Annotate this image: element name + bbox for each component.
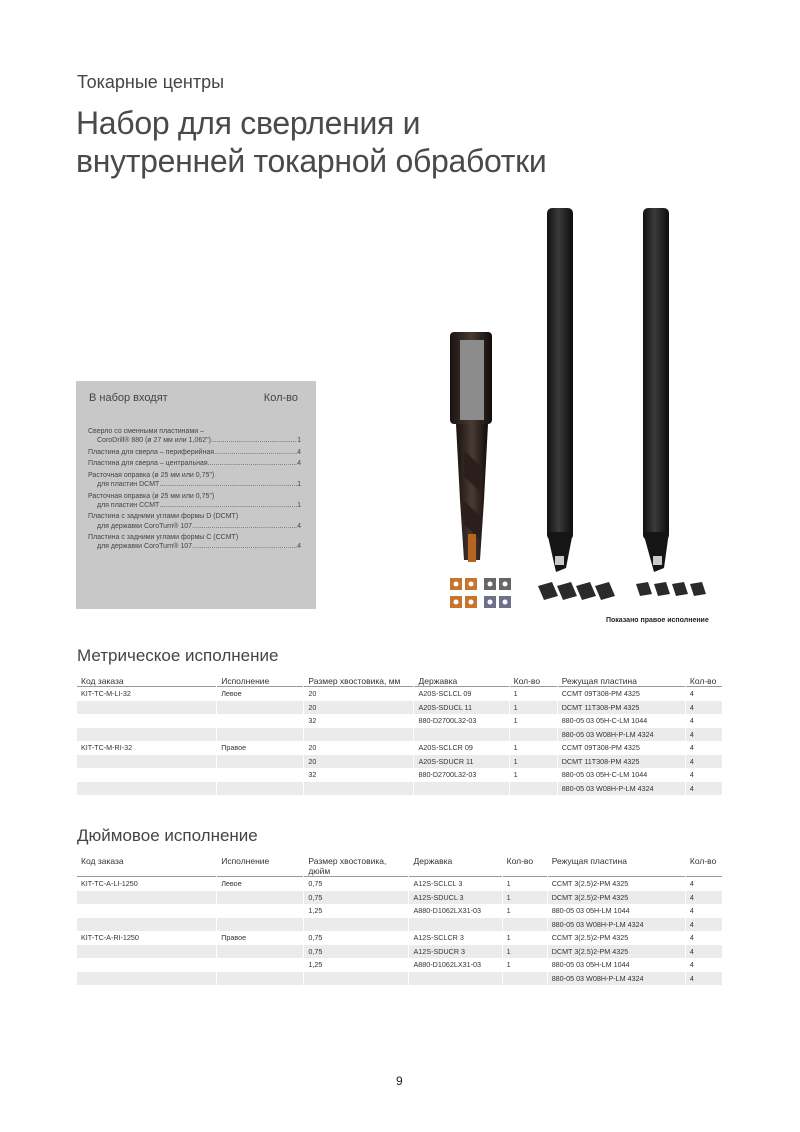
table-cell: 880-05 03 05H-LM 1044 (551, 960, 630, 970)
kit-item-qty: 4 (297, 460, 301, 468)
table-row (77, 755, 722, 769)
kit-item-text: для державки CoroTurn® 107 (97, 522, 193, 530)
table-row (77, 918, 722, 932)
table-cell: A12S-SCLCL 3 (413, 879, 463, 889)
table-cell: 4 (689, 906, 694, 916)
kit-item-leader (214, 448, 297, 457)
table-cell: 4 (686, 782, 722, 796)
page-title-line2: внутренней токарной обработки (76, 143, 547, 179)
column-header: Исполнение (217, 676, 303, 687)
kit-item (88, 512, 301, 531)
table-cell: KIT-TC-M-LI-32 (81, 689, 131, 699)
table-cell (217, 728, 303, 742)
table-cell: 880-D2700L32-03 (418, 716, 477, 726)
table-cell: 1 (513, 689, 518, 699)
table-row (77, 972, 722, 986)
kit-item-leader (159, 480, 297, 489)
kit-item-qty: 1 (297, 501, 301, 509)
table-cell (503, 972, 547, 986)
column-header: Державка (409, 856, 501, 877)
table-cell (217, 945, 303, 959)
table-cell: A12S-SDUCL 3 (409, 891, 501, 905)
metric-table (76, 676, 723, 795)
kit-item (88, 448, 301, 457)
table-cell: 20 (304, 755, 413, 769)
kit-item-qty: 1 (297, 481, 301, 489)
metric-table-header (77, 676, 722, 687)
table-row (77, 687, 722, 701)
table-cell: 4 (689, 879, 694, 889)
table-cell: 0,75 (308, 933, 323, 943)
table-row (77, 877, 722, 891)
table-cell (217, 755, 303, 769)
table-cell (77, 891, 216, 905)
column-header: Размер хвостовика, дюйм (304, 856, 408, 877)
kit-item-text: для державки CoroTurn® 107 (97, 543, 193, 551)
table-cell: 0,75 (304, 945, 408, 959)
table-row (77, 701, 722, 715)
kit-item-qty: 1 (297, 437, 301, 445)
kit-item (88, 459, 301, 468)
table-cell: 880-D2700L32-03 (418, 770, 477, 780)
table-row (77, 782, 722, 796)
table-cell: 4 (686, 728, 722, 742)
kit-item-list (88, 427, 301, 554)
kit-qty-label: Кол-во (263, 392, 298, 404)
kit-item-line (88, 542, 301, 551)
table-cell: 4 (689, 716, 694, 726)
kit-item-text: для пластин DCMT (97, 481, 160, 489)
kit-item-title: Сверло со сменными пластинами – (88, 428, 204, 435)
table-row (77, 904, 722, 918)
inch-table-header (77, 856, 722, 877)
table-cell: 880-05 03 05H-C-LM 1044 (561, 716, 648, 726)
table-cell (77, 972, 216, 986)
kit-item-text: Пластина для сверла – центральная (88, 460, 208, 468)
table-cell (77, 904, 216, 918)
kit-item-title: Пластина с задними углами формы D (DCMT) (88, 513, 239, 521)
inch-heading: Дюймовое исполнение (77, 826, 258, 845)
table-row (77, 768, 722, 782)
table-row (77, 945, 722, 959)
table-cell: CCMT 09T308-PM 4325 (561, 743, 640, 753)
table-cell (77, 701, 216, 715)
table-cell: A12S-SCLCR 3 (413, 933, 464, 943)
metric-heading: Метрическое исполнение (77, 646, 279, 665)
table-cell (77, 728, 216, 742)
table-cell (217, 958, 303, 972)
table-cell (414, 728, 508, 742)
boring-bar-icon (643, 208, 669, 572)
table-cell: 20 (308, 689, 317, 699)
table-cell: 32 (308, 770, 317, 780)
kit-item-line (88, 501, 301, 510)
column-header: Режущая пластина (558, 676, 685, 687)
table-cell: 20 (308, 743, 317, 753)
table-cell (510, 782, 557, 796)
kit-item-leader (211, 436, 297, 445)
table-cell: 880-05 03 05H-LM 1044 (551, 906, 630, 916)
table-cell (217, 768, 303, 782)
table-cell: 880-05 03 W08H-P-LM 4324 (548, 972, 685, 986)
kit-item-leader (208, 459, 297, 468)
table-cell (409, 918, 501, 932)
table-cell (217, 972, 303, 986)
table-cell (304, 728, 413, 742)
photo-caption: Показано правое исполнение (606, 617, 709, 624)
table-cell: 880-05 03 W08H-P-LM 4324 (558, 728, 685, 742)
column-header: Кол-во (686, 856, 722, 877)
table-cell: 1,25 (308, 960, 323, 970)
ccmt-inserts-icon (636, 582, 706, 596)
kit-item (88, 492, 301, 511)
table-cell: 0,75 (308, 879, 323, 889)
kit-item-text: для пластин CCMT (97, 501, 160, 509)
kit-item (88, 533, 301, 552)
table-cell (503, 918, 547, 932)
table-cell: 4 (686, 918, 722, 932)
inch-table (76, 856, 723, 985)
table-cell: DCMT 11T308-PM 4325 (558, 755, 685, 769)
kit-item-title: Расточная оправка (ø 25 мм или 0,75") (88, 492, 215, 500)
table-cell (414, 782, 508, 796)
table-cell: A20S-SDUCR 11 (414, 755, 508, 769)
table-cell (77, 958, 216, 972)
column-header: Кол-во (686, 676, 722, 687)
kit-item-line (88, 436, 301, 445)
column-header: Код заказа (77, 856, 216, 877)
table-cell: 4 (689, 689, 694, 699)
table-row (77, 891, 722, 905)
kit-title: В набор входят (89, 392, 168, 404)
table-cell: 32 (308, 716, 317, 726)
table-cell: KIT-TC-A-RI-1250 (81, 933, 139, 943)
table-cell: 1 (513, 716, 518, 726)
table-cell: 1 (510, 701, 557, 715)
table-cell: A20S-SDUCL 11 (414, 701, 508, 715)
table-cell: Правое (221, 743, 247, 753)
kit-item-title: Расточная оправка (ø 25 мм или 0,75") (88, 471, 215, 479)
table-cell (77, 782, 216, 796)
table-cell: Левое (221, 689, 242, 699)
table-cell: DCMT 3(2.5)2-PM 4325 (548, 891, 685, 905)
table-cell: 1 (503, 945, 547, 959)
table-cell: A880-D1062LX31-03 (413, 960, 482, 970)
column-header: Кол-во (510, 676, 557, 687)
table-cell (217, 904, 303, 918)
table-cell: Правое (221, 933, 247, 943)
table-cell: KIT-TC-M-RI-32 (81, 743, 133, 753)
table-cell: 1,25 (308, 906, 323, 916)
kit-item (88, 471, 301, 490)
table-cell: DCMT 3(2.5)2-PM 4325 (548, 945, 685, 959)
table-cell (77, 768, 216, 782)
table-cell: 1 (506, 879, 511, 889)
table-cell (77, 945, 216, 959)
table-cell: 1 (513, 770, 518, 780)
table-cell: CCMT 3(2.5)2-PM 4325 (551, 933, 629, 943)
table-cell (217, 701, 303, 715)
page-title (76, 104, 636, 180)
table-cell: KIT-TC-A-LI-1250 (81, 879, 138, 889)
table-row (77, 741, 722, 755)
table-row (77, 728, 722, 742)
table-cell: A20S-SCLCR 09 (418, 743, 473, 753)
table-cell: 1 (513, 743, 518, 753)
table-cell: CCMT 09T308-PM 4325 (561, 689, 640, 699)
table-cell (510, 728, 557, 742)
kit-item-qty: 4 (297, 543, 301, 551)
table-cell (217, 918, 303, 932)
table-cell: CCMT 3(2.5)2-PM 4325 (551, 879, 629, 889)
column-header: Размер хвостовика, мм (304, 676, 413, 687)
kit-item-line (88, 522, 301, 531)
kit-item-leader (192, 542, 297, 551)
section-label: Токарные центры (77, 72, 225, 92)
table-cell: 1 (506, 933, 511, 943)
table-cell: 1 (506, 960, 511, 970)
kit-item-leader (192, 522, 297, 531)
table-cell: DCMT 11T308-PM 4325 (558, 701, 685, 715)
kit-item (88, 427, 301, 446)
table-cell: A12S-SDUCR 3 (409, 945, 501, 959)
column-header: Код заказа (77, 676, 216, 687)
product-photo (430, 200, 740, 620)
table-cell: 4 (689, 960, 694, 970)
table-cell: 4 (689, 770, 694, 780)
table-cell: 4 (689, 933, 694, 943)
kit-item-text: CoroDrill® 880 (ø 27 мм или 1,062") (97, 437, 211, 445)
table-cell: 880-05 03 W08H-P-LM 4324 (548, 918, 685, 932)
table-cell: 20 (304, 701, 413, 715)
table-cell: A880-D1062LX31-03 (413, 906, 482, 916)
drill-inserts-icon (450, 578, 511, 608)
kit-header (89, 392, 298, 404)
table-cell (77, 755, 216, 769)
table-cell (217, 891, 303, 905)
table-cell (409, 972, 501, 986)
table-cell: 4 (686, 972, 722, 986)
column-header: Режущая пластина (548, 856, 685, 877)
page-title-line1: Набор для сверления и (76, 105, 421, 141)
column-header: Кол-во (503, 856, 547, 877)
kit-item-qty: 4 (297, 448, 301, 456)
kit-item-title: Пластина с задними углами формы C (CCMT) (88, 534, 239, 542)
table-cell: 1 (510, 755, 557, 769)
table-cell: 4 (686, 755, 722, 769)
table-row (77, 714, 722, 728)
table-cell: 880-05 03 05H-C-LM 1044 (561, 770, 648, 780)
table-cell: 4 (686, 945, 722, 959)
table-cell: 880-05 03 W08H-P-LM 4324 (558, 782, 685, 796)
table-cell: A20S-SCLCL 09 (418, 689, 472, 699)
table-cell: 1 (503, 891, 547, 905)
kit-item-text: Пластина для сверла – периферийная (88, 448, 215, 456)
table-row (77, 958, 722, 972)
table-cell: 0,75 (304, 891, 408, 905)
table-cell: 4 (689, 743, 694, 753)
table-cell (217, 782, 303, 796)
table-row (77, 931, 722, 945)
table-cell: 4 (686, 891, 722, 905)
boring-bar-icon (547, 208, 573, 572)
kit-item-leader (159, 501, 297, 510)
column-header: Исполнение (217, 856, 303, 877)
kit-contents-box (76, 381, 316, 609)
kit-item-line (88, 448, 301, 457)
table-cell (77, 714, 216, 728)
kit-item-line (88, 480, 301, 489)
table-cell: 4 (686, 701, 722, 715)
table-cell (304, 918, 408, 932)
table-cell (304, 972, 408, 986)
table-cell: 1 (506, 906, 511, 916)
column-header: Державка (414, 676, 508, 687)
page-number: 9 (396, 1074, 403, 1088)
table-cell (77, 918, 216, 932)
kit-item-qty: 4 (297, 522, 301, 530)
dcmt-inserts-icon (538, 582, 615, 600)
kit-item-line (88, 459, 301, 468)
table-cell (304, 782, 413, 796)
drill-icon (450, 332, 492, 562)
table-cell: Левое (221, 879, 242, 889)
table-cell (217, 714, 303, 728)
